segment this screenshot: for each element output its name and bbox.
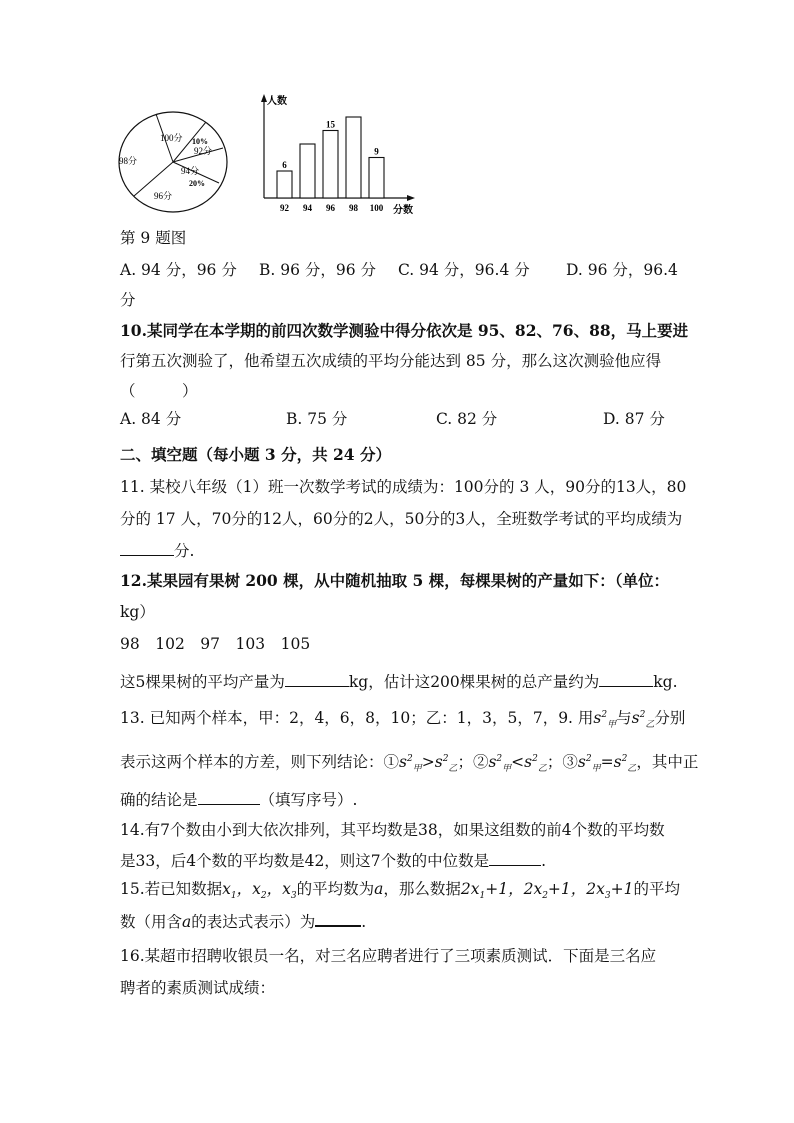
q13-line3-a: 确的结论是 — [120, 791, 198, 809]
q10-option-d: D. 87 分 — [603, 410, 665, 428]
q15-line2-c: . — [361, 913, 367, 931]
q15-answer-blank[interactable] — [315, 910, 361, 927]
q10-line3: （ ） — [120, 382, 198, 400]
q12-line4-b: kg，估计这200棵果树的总产量约为 — [348, 673, 600, 691]
q15-vars: $x_1$，$x_2$，$x_3$ — [222, 880, 297, 902]
q15-line1-b: 的平均数为 — [296, 880, 375, 898]
q12-line4-a: 这5棵果树的平均产量为 — [120, 673, 285, 691]
pie-chart — [116, 110, 231, 215]
q10-option-a: A. 84 分 — [120, 410, 182, 428]
pie-label-20pct: 20% — [189, 179, 205, 188]
q15-a: a — [374, 880, 384, 898]
q14-line2-b: . — [541, 852, 547, 870]
q14-answer-blank[interactable] — [489, 850, 541, 866]
q12-data-row: 98 102 97 103 105 — [120, 635, 311, 653]
q15-line1 — [120, 879, 680, 902]
q15-expr: $2x_1+1$，$2x_2+1$，$2x_3+1$ — [460, 880, 634, 902]
bar-100 — [369, 158, 384, 199]
q16-line2: 聘者的素质测试成绩： — [120, 979, 276, 997]
x-tick-label-92: 92 — [280, 203, 289, 213]
q12-blank-total[interactable] — [599, 671, 653, 687]
pie-label-100: 100分 — [160, 133, 183, 143]
q15-line1-d: 的平均 — [633, 880, 680, 898]
q10-line1: 10.某同学在本学期的前四次数学测验中得分依次是 95、82、76、88，马上要进 — [120, 321, 689, 340]
q15-line2-a: 数（用含 — [120, 913, 183, 931]
q13-line2-a: 表示这两个样本的方差，则下列结论：① — [120, 753, 400, 771]
q9-option-c: C. 94 分，96.4 分 — [398, 261, 530, 279]
q15-line1-a: 15.若已知数据 — [120, 880, 223, 898]
q13-s-yi: $s^2_乙$ — [631, 709, 655, 731]
q11-line1: 11. 某校八年级（1）班一次数学考试的成绩为：100分的 3 人，90分的13人，80 — [120, 478, 687, 496]
q13-line2 — [120, 752, 699, 775]
pie-label-92: 92分 — [194, 146, 213, 156]
q13-line3-b: （填写序号）. — [259, 791, 358, 809]
q12-line2: kg） — [120, 603, 155, 621]
pie-label-10pct: 10% — [192, 137, 208, 146]
x-tick-label-98: 98 — [349, 203, 358, 213]
q11-line2: 分的 17 人，70分的12人，60分的2人，50分的3人，全班数学考试的平均成绩为 — [120, 510, 683, 528]
section2-title: 二、填空题（每小题 3 分，共 24 分） — [120, 445, 391, 464]
q12-line4-c: kg. — [653, 673, 678, 691]
q10-line2: 行第五次测验了，他希望五次成绩的平均分能达到 85 分，那么这次测验他应得 — [120, 352, 662, 370]
q9-option-b: B. 96 分，96 分 — [259, 261, 377, 279]
bar-94 — [300, 144, 315, 198]
x-tick-label-94: 94 — [303, 203, 312, 213]
x-tick-label-96: 96 — [326, 203, 335, 213]
y-axis-label: 人数 — [267, 96, 287, 107]
q15-line2-b: 的表达式表示）为 — [191, 913, 316, 931]
q15-line1-c: ，那么数据 — [383, 880, 461, 898]
q14-line2-a: 是33，后4个数的平均数是42，则这7个数的中位数是 — [120, 852, 490, 870]
q12-line4 — [120, 671, 678, 692]
q13-line2-b: ；② — [457, 753, 489, 771]
x-axis-arrow — [407, 195, 415, 201]
bar-92 — [277, 171, 292, 198]
q10-option-c: C. 82 分 — [436, 410, 498, 428]
q13-cond-1: $s^2_甲>s^2_乙$ — [399, 753, 458, 775]
figure-caption: 第 9 题图 — [120, 229, 187, 247]
q10-option-b: B. 75 分 — [286, 410, 348, 428]
x-axis-label: 分数 — [393, 205, 413, 216]
bar-chart — [250, 92, 425, 220]
q13-line1-c: 分别 — [654, 709, 686, 727]
q14-line2 — [120, 850, 546, 871]
q16-line1: 16.某超市招聘收银员一名，对三名应聘者进行了三项素质测试．下面是三名应 — [120, 947, 657, 965]
q13-line1 — [120, 708, 686, 731]
q9-option-a: A. 94 分，96 分 — [120, 261, 237, 279]
q13-line2-d: ，其中正 — [636, 753, 699, 771]
data-label-96: 15 — [326, 119, 335, 130]
x-tick-label-100: 100 — [369, 203, 384, 213]
q13-s-jia: $s^2_甲$ — [593, 709, 617, 731]
q12-blank-average[interactable] — [285, 671, 349, 687]
data-label-100: 9 — [374, 146, 379, 157]
q13-line1-b: 与 — [616, 709, 632, 727]
q9-option-d-cont: 分 — [120, 291, 136, 309]
q13-cond-3: $s^2_甲=s^2_乙$ — [577, 753, 637, 775]
pie-label-98: 98分 — [119, 156, 138, 166]
q13-answer-blank[interactable] — [198, 789, 260, 805]
bar-96 — [323, 131, 338, 199]
q9-option-d: D. 96 分，96.4 — [566, 261, 678, 279]
pie-label-94: 94分 — [181, 166, 200, 176]
q11-answer-blank[interactable] — [120, 540, 174, 556]
q13-line3 — [120, 789, 357, 810]
q13-cond-2: $s^2_甲<s^2_乙$ — [488, 753, 547, 775]
q14-line1: 14.有7个数由小到大依次排列，其平均数是38，如果这组数的前4个数的平均数 — [120, 821, 665, 839]
q13-line1-a: 13. 已知两个样本，甲：2，4，6，8，10；乙：1，3，5，7，9. 用 — [120, 709, 594, 727]
q11-line3-tail: 分. — [174, 542, 195, 560]
bar-98 — [346, 117, 361, 198]
q11-line3 — [120, 540, 194, 561]
q13-line2-c: ；③ — [546, 753, 578, 771]
q15-line2 — [120, 910, 366, 932]
q12-line1: 12.某果园有果树 200 棵，从中随机抽取 5 棵，每棵果树的产量如下：（单位： — [120, 571, 669, 590]
data-label-92: 6 — [282, 160, 287, 170]
q15-a-2: a — [182, 913, 192, 931]
pie-label-96: 96分 — [154, 191, 173, 201]
